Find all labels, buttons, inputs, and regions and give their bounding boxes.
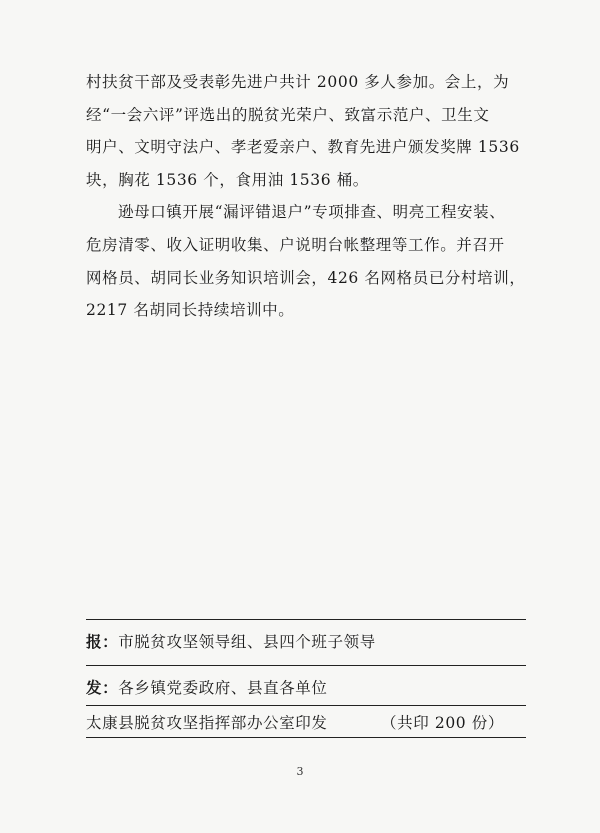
issuer-text: 太康县脱贫攻坚指挥部办公室印发 (86, 714, 328, 732)
text-line: 块，胸花 1536 个，食用油 1536 桶。 (86, 170, 369, 189)
text-line: 逊母口镇开展“漏评错退户”专项排查、明亮工程安装、 (118, 203, 506, 222)
footer-mid-rule (86, 665, 526, 666)
footer-issuer-rule (86, 705, 526, 706)
report-recipients: 市脱贫攻坚领导组、县四个班子领导 (118, 633, 376, 651)
text-line: 危房清零、收入证明收集、户说明台帐整理等工作。并召开 (86, 235, 505, 254)
send-row (86, 676, 526, 700)
text-line: 2217 名胡同长持续培训中。 (86, 301, 295, 320)
copies-count: （共印 200 份） (381, 714, 504, 732)
footer-top-rule (86, 619, 526, 620)
send-recipients: 各乡镇党委政府、县直各单位 (118, 679, 328, 697)
body-text (86, 66, 526, 327)
report-label: 报： (86, 633, 119, 651)
text-line: 明户、文明守法户、孝老爱亲户、教育先进户颁发奖牌 1536 (86, 138, 520, 157)
report-row (86, 630, 526, 654)
footer-bottom-rule (86, 737, 526, 738)
issuer-row (86, 711, 526, 735)
text-line: 村扶贫干部及受表彰先进户共计 2000 多人参加。会上，为 (86, 73, 510, 91)
page-number: 3 (296, 765, 304, 778)
send-label: 发： (86, 679, 119, 697)
text-line: 经“一会六评”评选出的脱贫光荣户、致富示范户、卫生文 (86, 105, 490, 124)
paragraph-1 (86, 66, 526, 196)
paragraph-2 (86, 196, 526, 326)
text-line: 网格员、胡同长业务知识培训会，426 名网格员已分村培训， (86, 268, 526, 287)
